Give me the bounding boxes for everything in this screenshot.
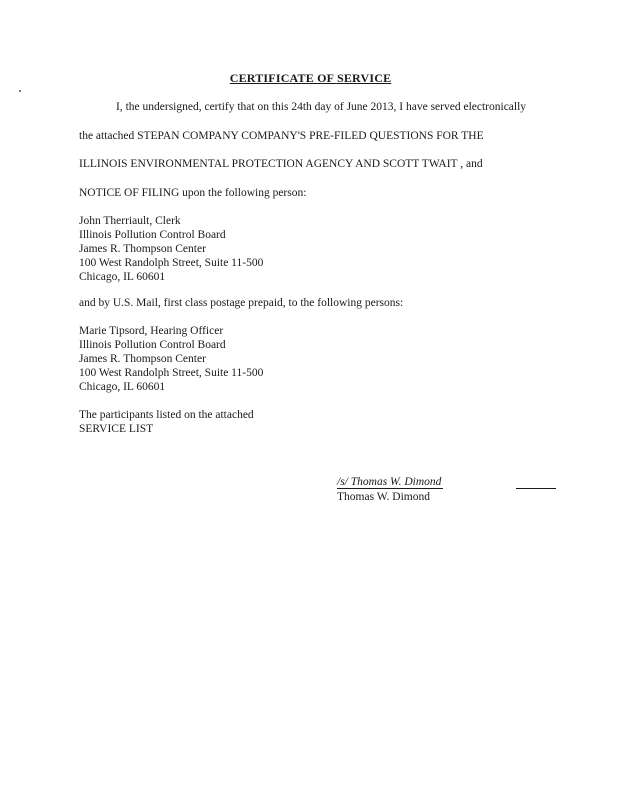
address-line: Illinois Pollution Control Board <box>79 339 226 351</box>
mail-intro-line: and by U.S. Mail, first class postage prepaid, to the following persons: <box>79 297 404 309</box>
address-line: Chicago, IL 60601 <box>79 271 166 283</box>
address-line: Illinois Pollution Control Board <box>79 229 226 241</box>
address-line: James R. Thompson Center <box>79 243 206 255</box>
participants-line: SERVICE LIST <box>79 423 154 435</box>
paragraph-line: ILLINOIS ENVIRONMENTAL PROTECTION AGENCY AND SCOTT TWAIT , and <box>79 158 483 170</box>
address-line: 100 West Randolph Street, Suite 11-500 <box>79 367 264 379</box>
paragraph-line: the attached STEPAN COMPANY COMPANY'S PRE-FILED QUESTIONS FOR THE <box>79 130 484 142</box>
paragraph-line: NOTICE OF FILING upon the following person: <box>79 187 307 199</box>
address-line: Chicago, IL 60601 <box>79 381 166 393</box>
signature-rule <box>516 488 556 489</box>
participants-line: The participants listed on the attached <box>79 409 254 421</box>
signer-name: Thomas W. Dimond <box>337 491 430 503</box>
address-line: James R. Thompson Center <box>79 353 206 365</box>
address-line: John Therriault, Clerk <box>79 215 181 227</box>
scan-speck <box>19 90 21 92</box>
document-title: CERTIFICATE OF SERVICE <box>229 71 392 85</box>
paragraph-line: I, the undersigned, certify that on this 24th day of June 2013, I have served electronically <box>116 101 527 113</box>
electronic-recipient-address <box>79 214 263 284</box>
address-line: 100 West Randolph Street, Suite 11-500 <box>79 257 264 269</box>
address-line: Marie Tipsord, Hearing Officer <box>79 325 224 337</box>
participants-note <box>79 408 254 436</box>
mail-recipient-address <box>79 324 263 394</box>
electronic-signature: /s/ Thomas W. Dimond <box>337 476 442 488</box>
